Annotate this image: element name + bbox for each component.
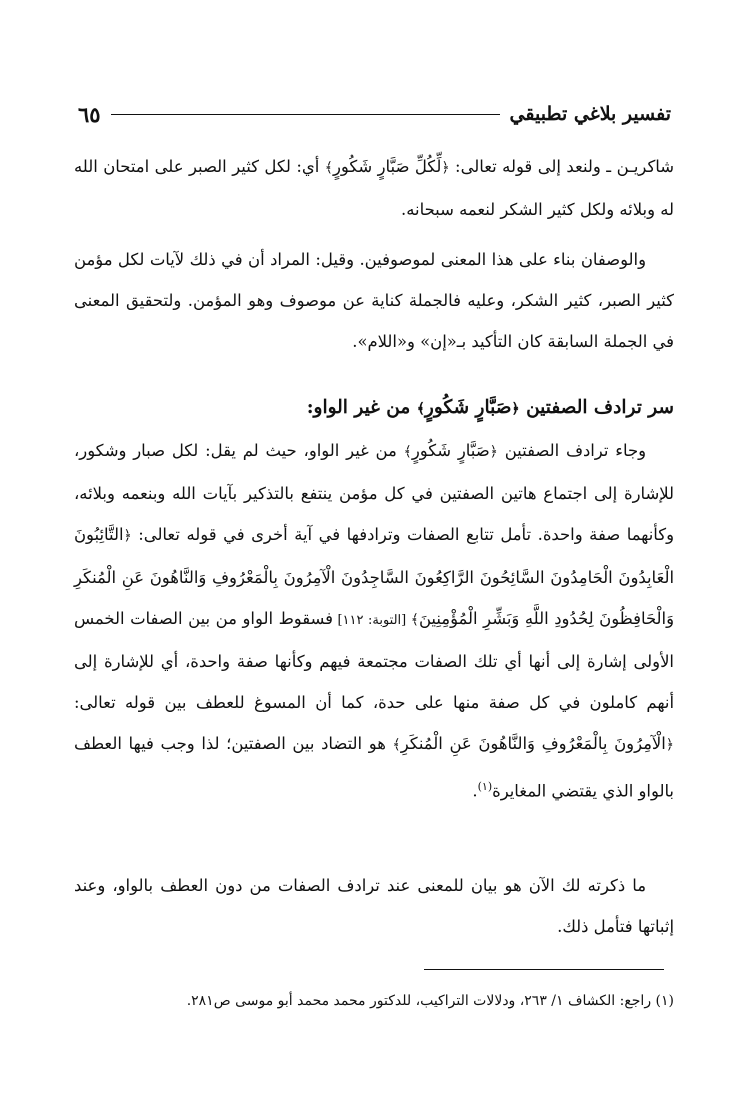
para1-text-a: شاكريـن ـ ولنعد إلى قوله تعالى: bbox=[449, 157, 674, 176]
para3-text-d: هو التضاد بين الصفتين؛ لذا وجب فيها العطف بالواو الذي يقتضي المغايرة bbox=[74, 734, 674, 801]
header-rule bbox=[111, 114, 500, 115]
quran-quote: لِّكُلِّ صَبَّارٍ شَكُورٍ bbox=[332, 157, 442, 176]
running-header bbox=[78, 94, 671, 134]
paragraph-4 bbox=[74, 865, 674, 947]
para3-text-b: من غير الواو، حيث لم يقل: لكل صبار وشكور، للإشارة إلى اجتماع هاتين الصفتين في كل مؤمن ينتفع بالتذكير بآيات الله وبنعمه وبلائه، وكأنهما صفة واحدة. تأمل تتابع الصفات وترادفها في آية أخرى في قوله تعالى: bbox=[74, 441, 674, 544]
para3-text-e: . bbox=[472, 781, 478, 801]
section-heading bbox=[74, 387, 674, 430]
para4-text: ما ذكرته لك الآن هو بيان للمعنى عند ترادف الصفات من دون العطف بالواو، وعند إثباتها فتأمل ذلك. bbox=[74, 876, 674, 936]
para3-text-a: وجاء ترادف الصفتين bbox=[497, 441, 647, 460]
footnote-separator bbox=[424, 969, 664, 970]
page-number: ٦٥ bbox=[78, 101, 101, 127]
quote-bracket-open: ﴿ bbox=[441, 160, 450, 176]
footnote: (١) راجع: الكشاف ١/ ٢٦٣، ودلالات التراكيب، للدكتور محمد محمد أبو موسى ص٢٨١. bbox=[186, 993, 674, 1009]
paragraph-3 bbox=[74, 430, 674, 811]
footnote-marker: (١) bbox=[477, 780, 493, 793]
quote-bracket-close: ﴾ bbox=[416, 401, 425, 417]
quote-bracket-close: ﴾ bbox=[324, 160, 333, 176]
quote-bracket-open: ﴿ bbox=[511, 401, 520, 417]
paragraph-1 bbox=[74, 146, 674, 230]
para3-text-c: فسقوط الواو من بين الصفات الخمس الأولى إشارة إلى أنها أي تلك الصفات مجتمعة فيهم وكأنها صفة واحدة، أي للإشارة إلى أنهم كاملون في كل صفة منها على حدة، كما أن المسوغ للعطف بين قوله تعالى: bbox=[74, 609, 674, 712]
quote-bracket-open: ﴿ bbox=[123, 528, 132, 544]
para1-text-b: أي: لكل كثير الصبر على امتحان الله له وبلائه ولكل كثير الشكر لنعمه سبحانه. bbox=[74, 157, 674, 219]
quran-quote: صَبَّارٍ شَكُورٍ bbox=[424, 397, 512, 418]
quote-bracket-close: ﴾ bbox=[392, 737, 401, 753]
quran-quote: التَّائِبُونَ الْعَابِدُونَ الْحَامِدُونَ السَّائِحُونَ الرَّاكِعُونَ السَّاجِدُونَ الْآمِرُونَ بِالْمَعْرُوفِ وَالنَّاهُونَ عَنِ الْمُنكَرِ وَالْحَافِظُونَ لِحُدُودِ اللَّهِ وَبَشِّرِ الْمُؤْمِنِينَ bbox=[74, 525, 674, 628]
heading-text-b: من غير الواو: bbox=[306, 397, 417, 418]
quote-bracket-open: ﴿ bbox=[665, 737, 674, 753]
book-title: تفسير بلاغي تطبيقي bbox=[509, 103, 671, 125]
paragraph-2 bbox=[74, 239, 674, 362]
surah-reference: [التوبة: ١١٢] bbox=[332, 613, 411, 628]
quote-bracket-close: ﴾ bbox=[403, 444, 412, 460]
quote-bracket-open: ﴿ bbox=[489, 444, 498, 460]
para2-text: والوصفان بناء على هذا المعنى لموصوفين. وقيل: المراد أن في ذلك لآيات لكل مؤمن كثير الصبر، كثير الشكر، وعليه فالجملة كناية عن موصوف وهو المؤمن. ولتحقيق المعنى في الجملة السابقة كان التأكيد بـ«إن» و«اللام». bbox=[74, 250, 674, 351]
quran-quote: صَبَّارٍ شَكُورٍ bbox=[411, 441, 490, 460]
heading-text-a: سر ترادف الصفتين bbox=[519, 397, 674, 418]
quote-bracket-close: ﴾ bbox=[410, 612, 419, 628]
quran-quote: الْآمِرُونَ بِالْمَعْرُوفِ وَالنَّاهُونَ عَنِ الْمُنكَرِ bbox=[400, 734, 666, 753]
